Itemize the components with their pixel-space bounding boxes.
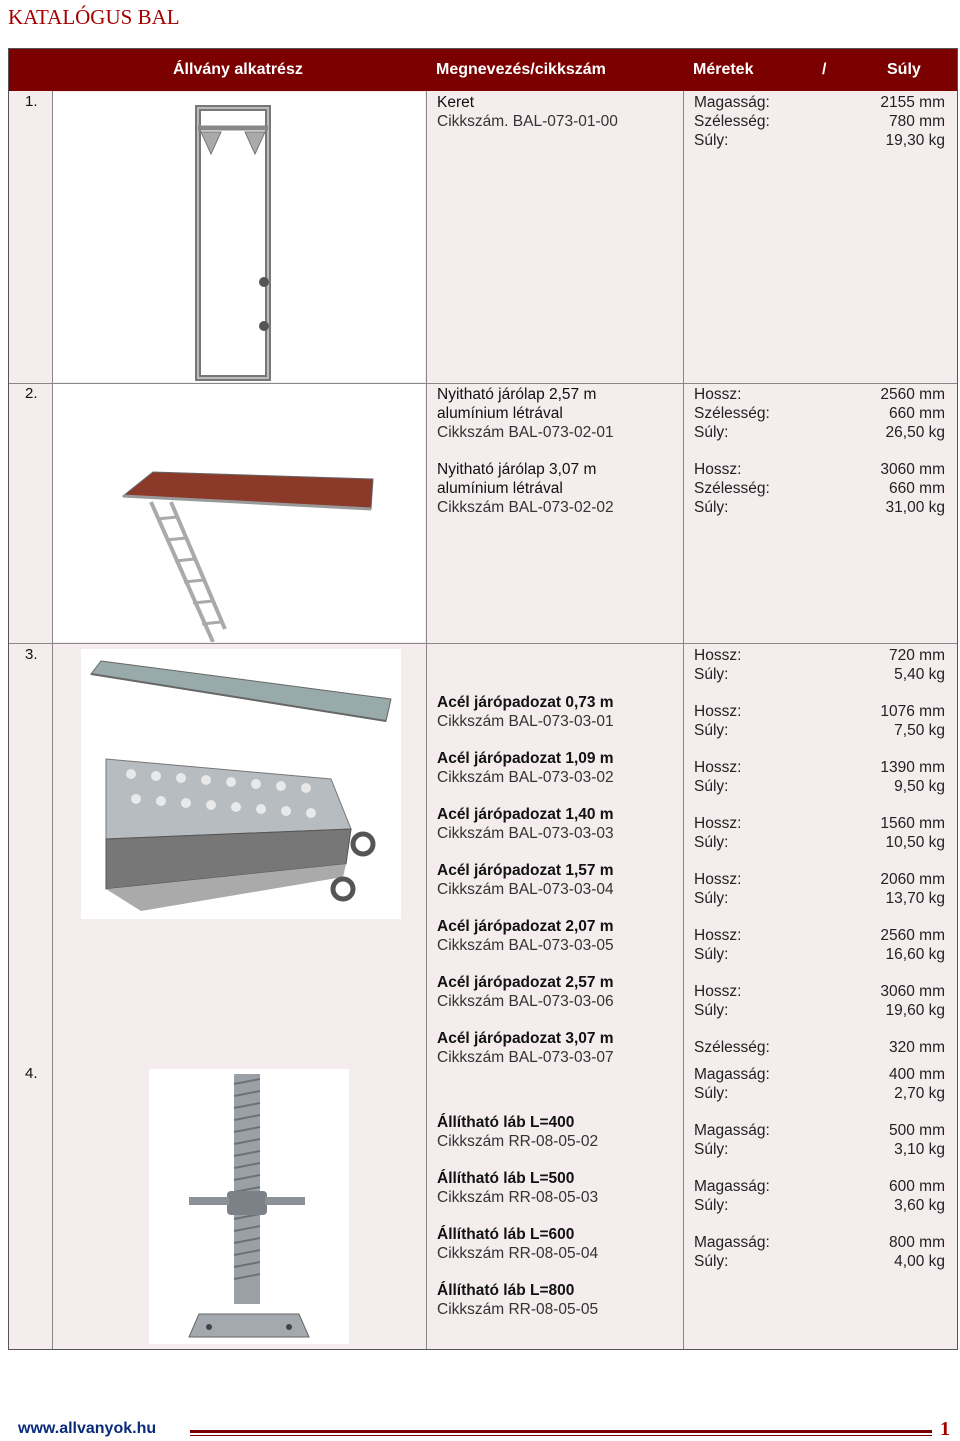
item-code: Cikkszám BAL-073-03-02 (437, 769, 614, 786)
page-title: KATALÓGUS BAL (8, 5, 180, 29)
item-text (437, 460, 677, 517)
spec-value: 600 mm (889, 1178, 945, 1195)
spec-value: 3,60 kg (894, 1197, 945, 1214)
item-name-sub: alumínium létrával (437, 480, 563, 497)
item-name: Acél járópadozat 1,09 m (437, 750, 614, 767)
item-name: Acél járópadozat 3,07 m (437, 1030, 614, 1047)
item-text (437, 749, 677, 787)
spec-labels (694, 1233, 814, 1271)
row-number: 2. (25, 385, 38, 402)
spec-labels (694, 1177, 814, 1215)
item-code: Cikkszám BAL-073-02-02 (437, 499, 614, 516)
item-name: Nyitható járólap 2,57 m (437, 386, 597, 403)
spec-label: Súly: (694, 834, 729, 851)
frame-icon (53, 92, 425, 382)
spec-values (809, 1121, 945, 1159)
header-separator: / (822, 61, 827, 78)
item-name: Acél járópadozat 1,57 m (437, 862, 614, 879)
spec-label: Hossz: (694, 927, 742, 944)
platform-image (53, 384, 425, 642)
spec-label: Súly: (694, 1253, 729, 1270)
spec-label: Magasság: (694, 1122, 770, 1139)
item-code: Cikkszám RR-08-05-03 (437, 1189, 599, 1206)
page-number: 1 (940, 1418, 950, 1440)
item-name: Acél járópadozat 1,40 m (437, 806, 614, 823)
spec-label: Súly: (694, 722, 729, 739)
spec-value: 3060 mm (880, 461, 945, 478)
item-text (437, 1281, 677, 1319)
item-code: Cikkszám BAL-073-03-01 (437, 713, 614, 730)
item-code: Cikkszám BAL-073-03-04 (437, 881, 614, 898)
spec-value: 26,50 kg (885, 424, 945, 441)
header-name-code: Megnevezés/cikkszám (436, 61, 606, 78)
spec-value: 720 mm (889, 647, 945, 664)
spec-value: 13,70 kg (885, 890, 945, 907)
item-text (437, 93, 677, 131)
spec-labels (694, 1121, 814, 1159)
item-text (437, 1029, 677, 1067)
spec-values (809, 646, 945, 684)
item-code: Cikkszám RR-08-05-05 (437, 1301, 599, 1318)
spec-value: 660 mm (889, 405, 945, 422)
spec-label: Magasság: (694, 1234, 770, 1251)
item-name: Acél járópadozat 2,07 m (437, 918, 614, 935)
spec-label: Magasság: (694, 94, 770, 111)
spec-label: Súly: (694, 1085, 729, 1102)
spec-labels (694, 646, 814, 684)
item-name-sub: alumínium létrával (437, 405, 563, 422)
spec-label: Súly: (694, 132, 729, 149)
spec-label: Hossz: (694, 647, 742, 664)
item-code: Cikkszám RR-08-05-04 (437, 1245, 599, 1262)
spec-label: Súly: (694, 946, 729, 963)
item-text (437, 973, 677, 1011)
spec-label: Hossz: (694, 871, 742, 888)
spec-value: 780 mm (889, 113, 945, 130)
row-number: 3. (25, 646, 38, 663)
spec-labels (694, 926, 814, 964)
spec-label: Magasság: (694, 1066, 770, 1083)
spec-labels (694, 814, 814, 852)
footer-divider (190, 1430, 932, 1433)
header-dimensions: Méretek (693, 61, 754, 78)
item-name: Acél járópadozat 2,57 m (437, 974, 614, 991)
spec-labels (694, 460, 814, 517)
spec-label: Súly: (694, 1141, 729, 1158)
spec-label: Hossz: (694, 983, 742, 1000)
adjustable-base-icon (149, 1069, 349, 1344)
spec-label: Hossz: (694, 386, 742, 403)
spec-value: 2560 mm (880, 927, 945, 944)
spec-values (809, 93, 945, 150)
item-text (437, 805, 677, 843)
spec-label: Hossz: (694, 759, 742, 776)
spec-label: Szélesség: (694, 480, 770, 497)
spec-label: Hossz: (694, 815, 742, 832)
spec-label: Hossz: (694, 461, 742, 478)
item-text (437, 1225, 677, 1263)
spec-value: 19,30 kg (885, 132, 945, 149)
row-divider (9, 643, 957, 644)
item-code: Cikkszám BAL-073-02-01 (437, 424, 614, 441)
spec-value: 3,10 kg (894, 1141, 945, 1158)
item-code: Cikkszám BAL-073-03-06 (437, 993, 614, 1010)
item-code: Cikkszám RR-08-05-02 (437, 1133, 599, 1150)
spec-labels (694, 870, 814, 908)
item-text (437, 861, 677, 899)
item-text (437, 1169, 677, 1207)
spec-value: 19,60 kg (885, 1002, 945, 1019)
column-divider (683, 91, 684, 1349)
steel-deck-icon (81, 649, 401, 919)
spec-values (809, 758, 945, 796)
row-number: 1. (25, 93, 38, 110)
jack-base-image (149, 1069, 349, 1344)
spec-value: 1390 mm (880, 759, 945, 776)
spec-values (809, 814, 945, 852)
item-code: Cikkszám. BAL-073-01-00 (437, 113, 618, 130)
spec-values (809, 460, 945, 517)
spec-label: Súly: (694, 1002, 729, 1019)
catalog-table (8, 48, 958, 1350)
frame-image (53, 92, 425, 382)
spec-value: 2155 mm (880, 94, 945, 111)
spec-values (809, 1065, 945, 1103)
spec-value: 5,40 kg (894, 666, 945, 683)
spec-value: 2560 mm (880, 386, 945, 403)
item-name: Állítható láb L=400 (437, 1114, 575, 1131)
item-text (437, 693, 677, 731)
spec-values (809, 385, 945, 442)
spec-label: Súly: (694, 499, 729, 516)
spec-label: Magasság: (694, 1178, 770, 1195)
spec-value: 400 mm (889, 1066, 945, 1083)
spec-value: 2,70 kg (894, 1085, 945, 1102)
spec-values (809, 1177, 945, 1215)
item-name: Acél járópadozat 0,73 m (437, 694, 614, 711)
item-code: Cikkszám BAL-073-03-03 (437, 825, 614, 842)
steel-deck-image (81, 649, 401, 919)
spec-values (809, 702, 945, 740)
spec-label: Súly: (694, 1197, 729, 1214)
spec-label: Súly: (694, 424, 729, 441)
spec-labels (694, 385, 814, 442)
spec-label: Hossz: (694, 703, 742, 720)
spec-labels (694, 93, 814, 150)
spec-labels (694, 1065, 814, 1103)
spec-labels (694, 982, 814, 1020)
footer-divider-thin (190, 1435, 932, 1436)
item-text (437, 917, 677, 955)
spec-value: 500 mm (889, 1122, 945, 1139)
column-divider (426, 91, 427, 1349)
spec-value: 31,00 kg (885, 499, 945, 516)
spec-values (809, 982, 945, 1020)
spec-label: Súly: (694, 666, 729, 683)
item-name: Keret (437, 94, 475, 111)
spec-label: Súly: (694, 778, 729, 795)
item-name: Nyitható járólap 3,07 m (437, 461, 597, 478)
item-text (437, 1113, 677, 1151)
spec-label: Szélesség: (694, 1039, 770, 1056)
spec-values (809, 1233, 945, 1271)
spec-value: 3060 mm (880, 983, 945, 1000)
spec-values (809, 926, 945, 964)
item-name: Állítható láb L=500 (437, 1170, 575, 1187)
spec-value: 320 mm (889, 1039, 945, 1056)
item-code: Cikkszám BAL-073-03-05 (437, 937, 614, 954)
item-name: Állítható láb L=800 (437, 1282, 575, 1299)
spec-labels (694, 758, 814, 796)
spec-value: 10,50 kg (885, 834, 945, 851)
spec-value: 4,00 kg (894, 1253, 945, 1270)
spec-label: Szélesség: (694, 405, 770, 422)
item-text (437, 385, 677, 442)
item-name: Állítható láb L=600 (437, 1226, 575, 1243)
spec-value: 1076 mm (880, 703, 945, 720)
spec-values (809, 870, 945, 908)
table-header (9, 49, 957, 91)
row-number: 4. (25, 1065, 38, 1082)
header-part: Állvány alkatrész (173, 61, 303, 78)
spec-value: 7,50 kg (894, 722, 945, 739)
spec-value: 16,60 kg (885, 946, 945, 963)
spec-label: Szélesség: (694, 113, 770, 130)
spec-value: 2060 mm (880, 871, 945, 888)
header-weight: Súly (887, 61, 921, 78)
spec-value: 1560 mm (880, 815, 945, 832)
footer-website-link[interactable]: www.allvanyok.hu (18, 1420, 157, 1437)
spec-label: Súly: (694, 890, 729, 907)
spec-value: 800 mm (889, 1234, 945, 1251)
platform-ladder-icon (53, 384, 425, 642)
item-code: Cikkszám BAL-073-03-07 (437, 1049, 614, 1066)
spec-value: 9,50 kg (894, 778, 945, 795)
spec-labels (694, 702, 814, 740)
spec-value: 660 mm (889, 480, 945, 497)
